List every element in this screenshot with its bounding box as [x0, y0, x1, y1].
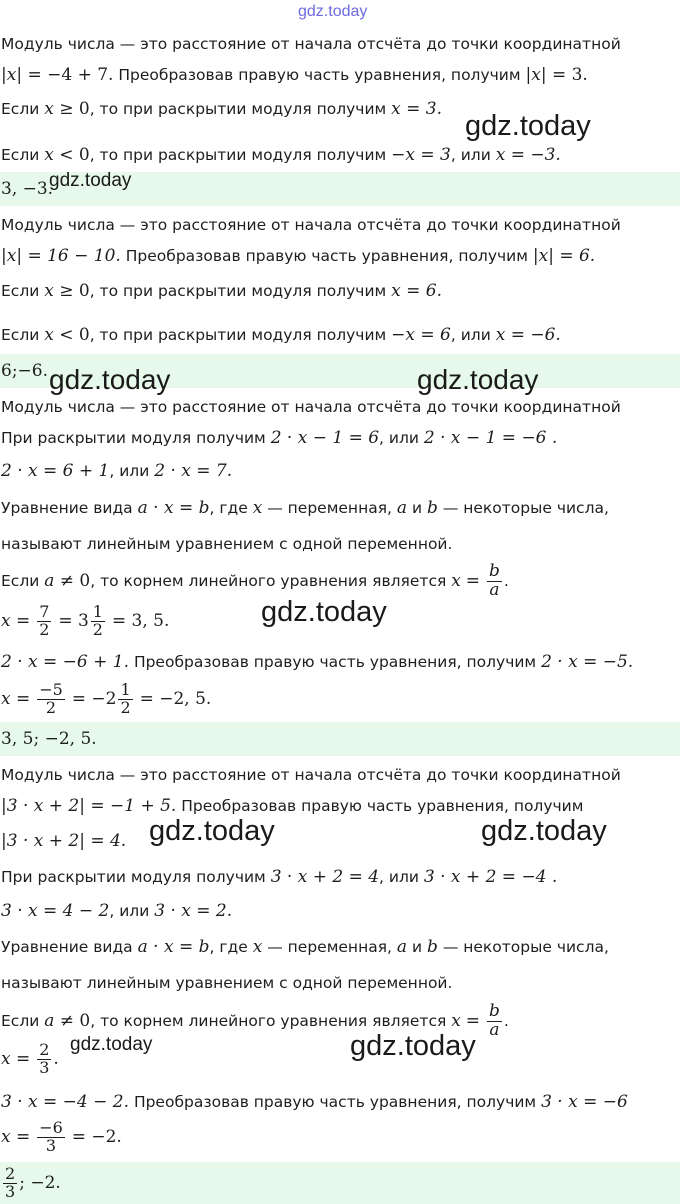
eq-line-4e: 3 · x = −4 − 2. Преобразовав правую часть уравнения, получим 3 · x = −6 — [1, 1092, 628, 1112]
case-neg-line-1: Если x < 0, то при раскрытии модуля получим −x = 3, или x = −3. — [1, 145, 561, 165]
eq-line-3: При раскрытии модуля получим 2 · x − 1 = 6, или 2 · x − 1 = −6 . — [1, 428, 558, 448]
eq-line-4c: При раскрытии модуля получим 3 · x + 2 = 4, или 3 · x + 2 = −4 . — [1, 867, 558, 887]
def-line-1: Модуль числа — это расстояние от начала отсчёта до точки координатной — [1, 35, 621, 53]
eq-line-4: |3 · x + 2| = −1 + 5. Преобразовав правую часть уравнения, получим — [1, 796, 584, 816]
watermark: gdz.today — [149, 815, 275, 847]
linear-def-line-4b: называют линейным уравнением с одной переменной. — [1, 974, 453, 992]
solution-line-4b: x = $\frac{-6}{3}$ = −2. — [1, 1118, 122, 1155]
answer-4: $\frac{2}{3}$ ; −2. — [5, 1164, 61, 1201]
root-formula-line-4: Если a ≠ 0, то корнем линейного уравнения является x = $\frac{b}{a}$ . — [1, 1001, 509, 1040]
solution-line-4a: x = $\frac{2}{3}$ . — [1, 1040, 59, 1077]
eq-line-4b: |3 · x + 2| = 4. — [1, 831, 127, 851]
def-line-3: Модуль числа — это расстояние от начала отсчёта до точки координатной — [1, 398, 621, 416]
fraction-b-over-a: $\frac{b}{a}$ — [488, 1001, 500, 1040]
case-pos-line-1: Если x ≥ 0, то при раскрытии модуля получим x = 3. — [1, 99, 443, 119]
fraction: $\frac{2}{3}$ — [5, 1164, 16, 1201]
answer-1: 3, −3. — [1, 179, 54, 199]
linear-def-line-3: Уравнение вида a · x = b, где x — переменная, a и b — некоторые числа, — [1, 498, 609, 518]
fraction: $\frac{2}{3}$ — [39, 1040, 50, 1077]
watermark: gdz.today — [298, 3, 368, 20]
linear-def-line-3b: называют линейным уравнением с одной переменной. — [1, 535, 453, 553]
watermark: gdz.today — [261, 596, 387, 628]
watermark: gdz.today — [350, 1030, 476, 1062]
watermark: gdz.today — [481, 815, 607, 847]
case-neg-line-2: Если x < 0, то при раскрытии модуля получим −x = 6, или x = −6. — [1, 325, 561, 345]
def-line-2: Модуль числа — это расстояние от начала отсчёта до точки координатной — [1, 216, 621, 234]
eq-line-3b: 2 · x = 6 + 1, или 2 · x = 7. — [1, 461, 233, 481]
watermark: gdz.today — [49, 170, 132, 191]
fraction: $\frac{1}{2}$ — [120, 680, 131, 717]
def-line-4: Модуль числа — это расстояние от начала отсчёта до точки координатной — [1, 766, 621, 784]
watermark: gdz.today — [417, 364, 539, 395]
fraction: $\frac{7}{2}$ — [39, 602, 50, 639]
fraction: $\frac{-5}{2}$ — [39, 680, 63, 717]
solution-line-3a: x = $\frac{7}{2}$ = 3 $\frac{1}{2}$ = 3, 5. — [1, 602, 170, 639]
eq-line-4d: 3 · x = 4 − 2, или 3 · x = 2. — [1, 901, 233, 921]
case-pos-line-2: Если x ≥ 0, то при раскрытии модуля получим x = 6. — [1, 281, 443, 301]
eq-line-3c: 2 · x = −6 + 1. Преобразовав правую часть уравнения, получим 2 · x = −5. — [1, 652, 634, 672]
fraction: $\frac{-6}{3}$ — [39, 1118, 63, 1155]
watermark: gdz.today — [49, 364, 171, 395]
eq-line-1: |x| = −4 + 7. Преобразовав правую часть уравнения, получим |x| = 3. — [1, 65, 588, 85]
solution-line-3b: x = $\frac{-5}{2}$ = −2 $\frac{1}{2}$ = −2, 5. — [1, 680, 212, 717]
answer-2: 6;−6. — [1, 361, 49, 381]
root-formula-line-3: Если a ≠ 0, то корнем линейного уравнения является x = $\frac{b}{a}$ . — [1, 561, 509, 600]
eq-line-2: |x| = 16 − 10. Преобразовав правую часть уравнения, получим |x| = 6. — [1, 246, 596, 266]
fraction-b-over-a: $\frac{b}{a}$ — [488, 561, 500, 600]
fraction: $\frac{1}{2}$ — [92, 602, 103, 639]
answer-3: 3, 5; −2, 5. — [1, 729, 97, 749]
linear-def-line-4: Уравнение вида a · x = b, где x — переменная, a и b — некоторые числа, — [1, 937, 609, 957]
watermark: gdz.today — [70, 1034, 153, 1055]
watermark: gdz.today — [465, 110, 591, 142]
